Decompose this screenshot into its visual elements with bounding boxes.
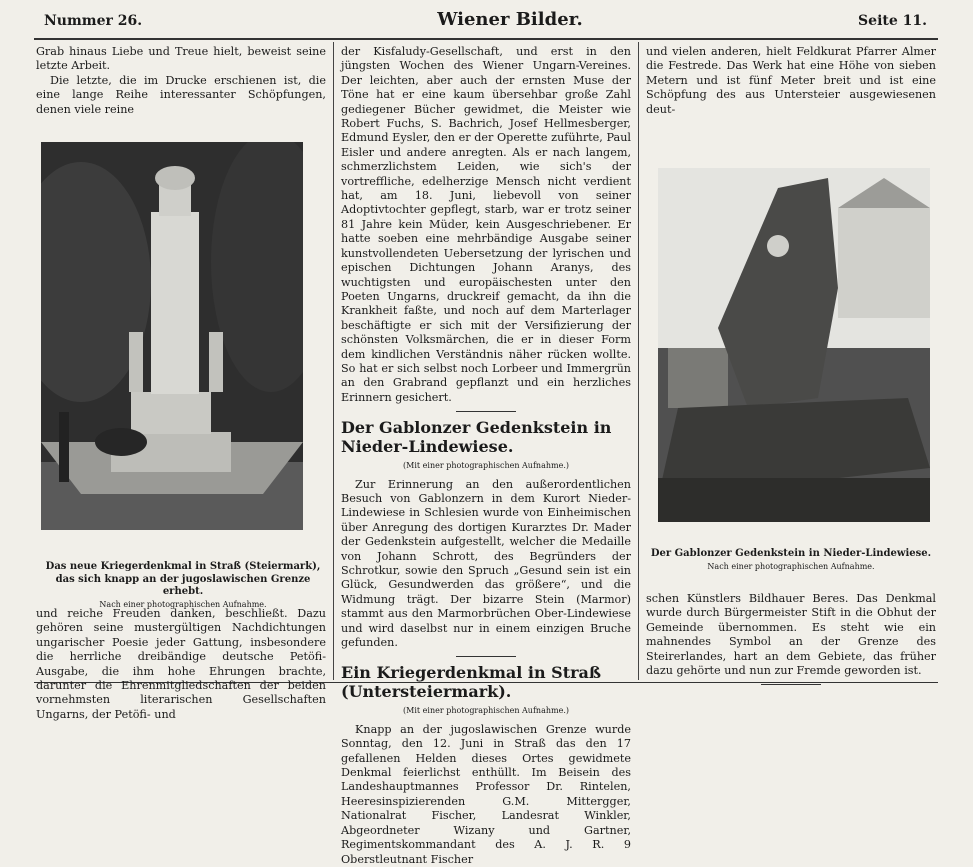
column-divider bbox=[333, 42, 334, 680]
page-header bbox=[0, 0, 973, 38]
page-number: Seite 11. bbox=[858, 13, 927, 29]
section-heading: Der Gablonzer Gedenkstein in Nieder-Lindewiese. bbox=[341, 418, 612, 457]
paragraph: Grab hinaus Liebe und Treue hielt, beweist seine letzte Arbeit. bbox=[36, 45, 326, 73]
column-1-top bbox=[36, 45, 326, 117]
paragraph: und vielen anderen, hielt Feldkurat Pfarrer Almer die Festrede. Das Werk hat eine Höhe von sieben Metern und ist fünf Meter breit und ist eine Schöpfung des aus Untersteier ausgewiesenen deut- bbox=[646, 45, 936, 116]
column-3-top bbox=[646, 45, 936, 117]
caption-source: Nach einer photographischen Aufnahme. bbox=[707, 561, 875, 571]
memorial-caption bbox=[38, 561, 328, 611]
section-separator bbox=[456, 411, 516, 412]
paragraph: Knapp an der jugoslawischen Grenze wurde Sonntag, den 12. Juni in Straß das den 17 gefallenen Helden dieses Ortes gewidmete Denkmal feierlichst enthüllt. Im Beisein des Landeshauptmannes Professor Dr. Rintelen, Heeresinspizierenden G.M. Mittergger, Nationalrat Fischer, Landesrat Winkler, Abgeordneter Wizany und Gartner, Regimentskommandant des A. J. R. 9 Oberstleutnant Fischer bbox=[341, 722, 631, 866]
paragraph: schen Künstlers Bildhauer Beres. Das Denkmal wurde durch Bürgermeister Stift in die Obhut der Gemeinde übernommen. Es steht wie ein mahnendes Symbol an der Grenze des Steirerlandes, hart an dem Gebiete, das früher dazu gehörte und nun zur Fremde geworden ist. bbox=[646, 592, 936, 678]
section-heading: Ein Kriegerdenkmal in Straß (Untersteiermark). bbox=[341, 663, 602, 702]
paragraph: und reiche Freuden danken, beschließt. Dazu gehören seine mustergültigen Nachdichtungen ungarischer Poesie jeder Gattung, insbesondere die herrliche dreibändige deutsche Petöfi-Ausgabe, die ihm hohe Ehrungen brachte, darunter die Ehrenmitgliedschaften der beiden vornehmsten literarischen Gesellschaften Ungarns, der Petöfi- und bbox=[36, 607, 326, 721]
column-2 bbox=[341, 45, 631, 867]
stone-caption bbox=[646, 548, 936, 573]
memorial-stone-illustration bbox=[658, 168, 930, 522]
paragraph: der Kisfaludy-Gesellschaft, und erst in den jüngsten Wochen des Wiener Ungarn-Vereines. Der leichten, aber auch der ernsten Muse der Töne hat er eine kaum übersehbar große Zahl gediegener Bücher gewidmet, die Meister wie Robert Fuchs, S. Bachrich, Josef Hellmesberger, Edmund Eysler, den er der Operette zuführte, Paul Eisler und andere anregten. Als er nach langem, schmerzlichstem Leiden, wie sich's der vortreffliche, edelherzige Mensch nicht verdient hat, am 18. Juni, liebevoll von seiner Adoptivtochter gepflegt, starb, war er trotz seiner 81 Jahre kein Müder, kein Ausgeschriebener. Er hatte soeben eine mehrbändige Ausgabe seiner kunstvollendeten Uebersetzung der lyrischen und epischen Dichtungen Johann Aranys, des wuchtigsten und europäischesten unter den Poeten Ungarns, druckreif gemacht, da ihn die Krankheit faßte, und noch auf dem Marterlager beschäftigte er sich mit der Versifizierung der schönsten Volksmärchen, die er in dieser Form dem kindlichen Verständnis näher rücken wollte. So hat er sich selbst noch Lorbeer und Immergrün an den Grabrand gepflanzt und ein herzliches Erinnern gesichert. bbox=[341, 45, 631, 404]
caption-text: Der Gablonzer Gedenkstein in Nieder-Lindewiese. bbox=[650, 548, 932, 559]
caption-source: Nach einer photographischen Aufnahme. bbox=[99, 599, 267, 609]
publication-title: Wiener Bilder. bbox=[437, 9, 583, 30]
photo-note: (Mit einer photographischen Aufnahme.) bbox=[403, 706, 569, 716]
war-memorial-illustration bbox=[41, 142, 303, 530]
section-separator bbox=[761, 684, 821, 685]
header-rule bbox=[34, 38, 938, 40]
paragraph: Die letzte, die im Drucke erschienen ist, die eine lange Reihe interessanter Schöpfungen, denen viele reine bbox=[36, 73, 326, 116]
column-1-bottom bbox=[36, 607, 326, 722]
issue-number: Nummer 26. bbox=[44, 13, 143, 29]
memorial-stone-photo bbox=[658, 168, 930, 522]
caption-text: Das neue Kriegerdenkmal in Straß (Steiermark), das sich knapp an der jugoslawischen Grenze erhebt. bbox=[45, 561, 321, 597]
paragraph: Zur Erinnerung an den außerordentlichen Besuch von Gablonzern in dem Kurort Nieder-Lindewiese in Schlesien wurde von Einheimischen über Anregung des dortigen Kurarztes Dr. Mader der Gedenkstein aufgestellt, welcher die Medaille von Johann Schrott, des Begründers der Schrotkur, sowie den Spruch „Gesund sein ist ein Glück, Gesundwerden das größere“, und die Widmung trägt. Der bizarre Stein (Marmor) stammt aus den Marmorbrüchen Ober-Lindewiese und wird daselbst nur in einem einzigen Bruche gefunden. bbox=[341, 477, 631, 650]
war-memorial-photo bbox=[41, 142, 303, 530]
section-separator bbox=[456, 656, 516, 657]
column-3-bottom bbox=[646, 592, 936, 691]
photo-note: (Mit einer photographischen Aufnahme.) bbox=[403, 461, 569, 471]
column-divider bbox=[638, 42, 639, 680]
